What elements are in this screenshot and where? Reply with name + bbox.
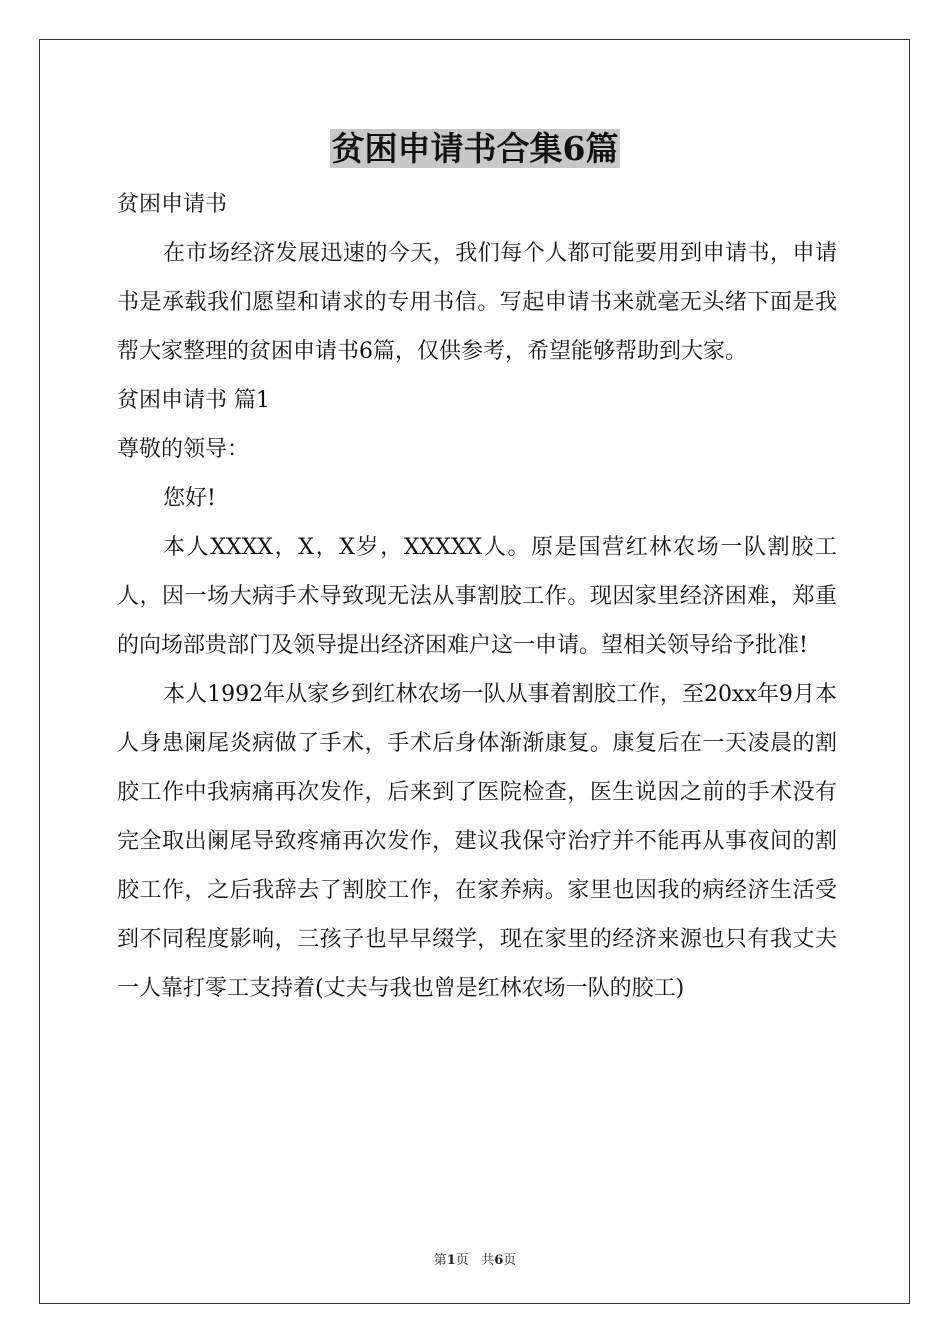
document-body [117, 180, 837, 1013]
page-footer [0, 1249, 950, 1268]
section-heading: 贫困申请书 篇1 [117, 388, 270, 413]
page-prefix: 第 [433, 1253, 447, 1268]
total-suffix: 页 [503, 1253, 517, 1268]
document-title-text: 贫困申请书合集6篇 [331, 129, 619, 168]
paragraph: 本人1992年从家乡到红林农场一队从事着割胶工作，至20xx年9月本人身患阑尾炎病做了手术，手术后身体渐渐康复。康复后在一天凌晨的割胶工作中我病痛再次发作，后来到了医院检查，医生说因之前的手术没有完全取出阑尾导致疼痛再次发作，建议我保守治疗并不能再从事夜间的割胶工作，之后我辞去了割胶工作，在家养病。家里也因我的病经济生活受到不同程度影响，三孩子也早早缀学，现在家里的经济来源也只有我丈夫一人靠打零工支持着(丈夫与我也曾是红林农场一队的胶工) [117, 682, 837, 1001]
page-suffix: 页 [455, 1253, 469, 1268]
total-prefix: 共 [481, 1253, 495, 1268]
document-title [0, 126, 950, 172]
paragraph: 本人XXXX，X，X岁，XXXXX人。原是国营红林农场一队割胶工人，因一场大病手术导致现无法从事割胶工作。现因家里经济困难，郑重的向场部贵部门及领导提出经济困难户这一申请。望相关领导给予批准! [117, 535, 837, 658]
page-total: 6 [494, 1253, 504, 1268]
salutation: 尊敬的领导： [117, 437, 250, 462]
greeting: 您好! [163, 486, 216, 511]
paragraph: 在市场经济发展迅速的今天，我们每个人都可能要用到申请书，申请书是承载我们愿望和请求的专用书信。写起申请书来就毫无头绪下面是我帮大家整理的贫困申请书6篇，仅供参考，希望能够帮助到大家。 [117, 241, 837, 364]
page-current: 1 [446, 1253, 456, 1268]
paragraph: 贫困申请书 [117, 192, 228, 217]
